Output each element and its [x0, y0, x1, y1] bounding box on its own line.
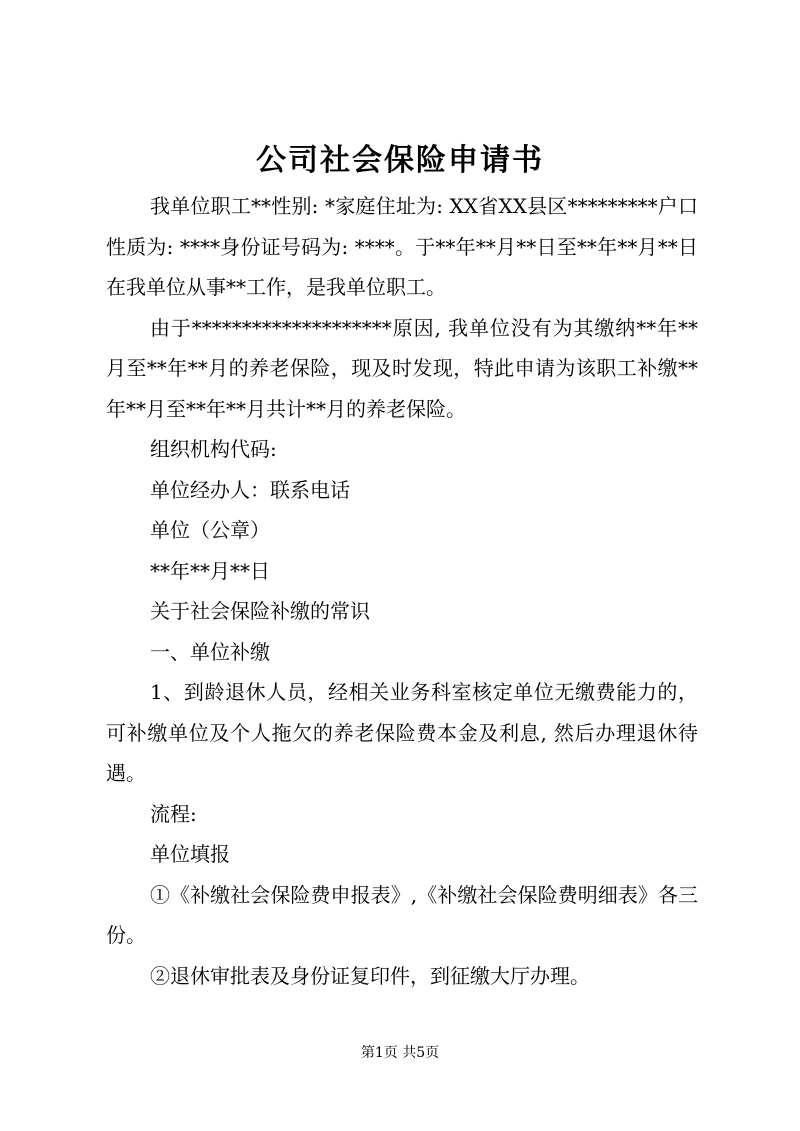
document-body — [106, 186, 698, 996]
paragraph-process-label: 流程: — [150, 801, 197, 826]
paragraph-employee-info: 我单位职工**性别: *家庭住址为: XX省XX县区*********户口性质为: ****身份证号码为: ****。于**年**月**日至**年**月**日在我单位从事**工作，是我单位职工。 — [106, 194, 698, 299]
document-title: 公司社会保险申请书 — [256, 143, 544, 178]
paragraph-date: **年**月**日 — [150, 558, 270, 583]
paragraph-seal: 单位（公章） — [150, 518, 270, 542]
paragraph-retirement-rule: 1、到龄退休人员，经相关业务科室核定单位无缴费能力的，可补缴单位及个人拖欠的养老保险费本金及利息, 然后办理退休待遇。 — [106, 680, 698, 785]
paragraph-org-code: 组织机构代码: — [150, 437, 277, 461]
paragraph-section-heading: 一、单位补缴 — [150, 639, 270, 664]
page-footer: 第1页 共5页 — [360, 1045, 440, 1061]
paragraph-reason: 由于********************原因, 我单位没有为其缴纳**年**月至**年**月的养老保险，现及时发现，特此申请为该职工补缴**年**月至**年**月共计**月的养老保险。 — [106, 315, 698, 421]
paragraph-step-1: ①《补缴社会保险费申报表》,《补缴社会保险费明细表》各三份。 — [106, 882, 698, 947]
paragraph-handler: 单位经办人：联系电话 — [150, 477, 350, 502]
paragraph-common-knowledge-heading: 关于社会保险补缴的常识 — [150, 599, 370, 623]
paragraph-unit-fill: 单位填报 — [150, 842, 230, 866]
paragraph-step-2: ②退休审批表及身份证复印件，到征缴大厅办理。 — [150, 963, 590, 988]
